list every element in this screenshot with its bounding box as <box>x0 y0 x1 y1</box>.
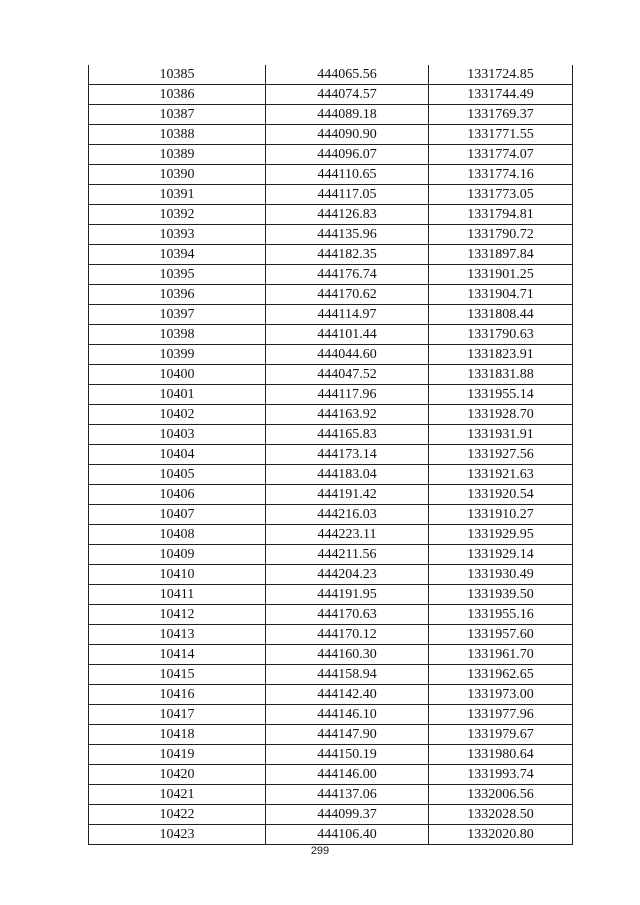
y-coordinate-cell: 1331910.27 <box>429 505 573 525</box>
point-id-cell: 10408 <box>89 525 266 545</box>
x-coordinate-cell: 444142.40 <box>266 685 429 705</box>
point-id-cell: 10385 <box>89 65 266 85</box>
table-row <box>89 445 573 465</box>
table-row <box>89 765 573 785</box>
table-row <box>89 565 573 585</box>
point-id-cell: 10391 <box>89 185 266 205</box>
table-row <box>89 705 573 725</box>
point-id-cell: 10402 <box>89 405 266 425</box>
x-coordinate-cell: 444126.83 <box>266 205 429 225</box>
y-coordinate-cell: 1331901.25 <box>429 265 573 285</box>
y-coordinate-cell: 1331930.49 <box>429 565 573 585</box>
table-row <box>89 665 573 685</box>
point-id-cell: 10393 <box>89 225 266 245</box>
table-row <box>89 325 573 345</box>
x-coordinate-cell: 444099.37 <box>266 805 429 825</box>
table-row <box>89 345 573 365</box>
point-id-cell: 10395 <box>89 265 266 285</box>
table-row <box>89 585 573 605</box>
point-id-cell: 10418 <box>89 725 266 745</box>
x-coordinate-cell: 444090.90 <box>266 125 429 145</box>
point-id-cell: 10404 <box>89 445 266 465</box>
table-row <box>89 105 573 125</box>
point-id-cell: 10398 <box>89 325 266 345</box>
y-coordinate-cell: 1331979.67 <box>429 725 573 745</box>
coordinate-table <box>88 65 573 845</box>
table-row <box>89 125 573 145</box>
table-row <box>89 605 573 625</box>
table-row <box>89 185 573 205</box>
x-coordinate-cell: 444044.60 <box>266 345 429 365</box>
point-id-cell: 10415 <box>89 665 266 685</box>
table-row <box>89 825 573 845</box>
x-coordinate-cell: 444106.40 <box>266 825 429 845</box>
y-coordinate-cell: 1331955.16 <box>429 605 573 625</box>
y-coordinate-cell: 1331724.85 <box>429 65 573 85</box>
point-id-cell: 10403 <box>89 425 266 445</box>
y-coordinate-cell: 1331897.84 <box>429 245 573 265</box>
y-coordinate-cell: 1331980.64 <box>429 745 573 765</box>
point-id-cell: 10423 <box>89 825 266 845</box>
point-id-cell: 10414 <box>89 645 266 665</box>
y-coordinate-cell: 1331961.70 <box>429 645 573 665</box>
point-id-cell: 10420 <box>89 765 266 785</box>
point-id-cell: 10394 <box>89 245 266 265</box>
point-id-cell: 10386 <box>89 85 266 105</box>
point-id-cell: 10387 <box>89 105 266 125</box>
x-coordinate-cell: 444160.30 <box>266 645 429 665</box>
point-id-cell: 10413 <box>89 625 266 645</box>
y-coordinate-cell: 1331831.88 <box>429 365 573 385</box>
table-row <box>89 85 573 105</box>
point-id-cell: 10388 <box>89 125 266 145</box>
table-row <box>89 725 573 745</box>
x-coordinate-cell: 444101.44 <box>266 325 429 345</box>
point-id-cell: 10416 <box>89 685 266 705</box>
y-coordinate-cell: 1331773.05 <box>429 185 573 205</box>
x-coordinate-cell: 444146.10 <box>266 705 429 725</box>
y-coordinate-cell: 1331920.54 <box>429 485 573 505</box>
x-coordinate-cell: 444150.19 <box>266 745 429 765</box>
y-coordinate-cell: 1331771.55 <box>429 125 573 145</box>
x-coordinate-cell: 444110.65 <box>266 165 429 185</box>
table-row <box>89 645 573 665</box>
x-coordinate-cell: 444165.83 <box>266 425 429 445</box>
x-coordinate-cell: 444137.06 <box>266 785 429 805</box>
table-row <box>89 685 573 705</box>
page-number: 299 <box>310 845 330 857</box>
table-row <box>89 225 573 245</box>
x-coordinate-cell: 444117.96 <box>266 385 429 405</box>
table-row <box>89 285 573 305</box>
table-row <box>89 505 573 525</box>
table-row <box>89 145 573 165</box>
x-coordinate-cell: 444176.74 <box>266 265 429 285</box>
point-id-cell: 10417 <box>89 705 266 725</box>
x-coordinate-cell: 444047.52 <box>266 365 429 385</box>
point-id-cell: 10407 <box>89 505 266 525</box>
x-coordinate-cell: 444170.12 <box>266 625 429 645</box>
table-row <box>89 65 573 85</box>
y-coordinate-cell: 1331931.91 <box>429 425 573 445</box>
x-coordinate-cell: 444216.03 <box>266 505 429 525</box>
x-coordinate-cell: 444074.57 <box>266 85 429 105</box>
x-coordinate-cell: 444158.94 <box>266 665 429 685</box>
table-row <box>89 485 573 505</box>
x-coordinate-cell: 444163.92 <box>266 405 429 425</box>
table-row <box>89 165 573 185</box>
table-row <box>89 545 573 565</box>
y-coordinate-cell: 1331744.49 <box>429 85 573 105</box>
y-coordinate-cell: 1331939.50 <box>429 585 573 605</box>
point-id-cell: 10397 <box>89 305 266 325</box>
x-coordinate-cell: 444147.90 <box>266 725 429 745</box>
x-coordinate-cell: 444183.04 <box>266 465 429 485</box>
x-coordinate-cell: 444191.42 <box>266 485 429 505</box>
table-row <box>89 785 573 805</box>
x-coordinate-cell: 444191.95 <box>266 585 429 605</box>
point-id-cell: 10392 <box>89 205 266 225</box>
y-coordinate-cell: 1331808.44 <box>429 305 573 325</box>
table-row <box>89 305 573 325</box>
x-coordinate-cell: 444146.00 <box>266 765 429 785</box>
table-row <box>89 245 573 265</box>
y-coordinate-cell: 1331929.95 <box>429 525 573 545</box>
point-id-cell: 10401 <box>89 385 266 405</box>
x-coordinate-cell: 444089.18 <box>266 105 429 125</box>
point-id-cell: 10419 <box>89 745 266 765</box>
point-id-cell: 10409 <box>89 545 266 565</box>
table-row <box>89 525 573 545</box>
point-id-cell: 10412 <box>89 605 266 625</box>
point-id-cell: 10410 <box>89 565 266 585</box>
point-id-cell: 10389 <box>89 145 266 165</box>
x-coordinate-cell: 444170.63 <box>266 605 429 625</box>
table-row <box>89 405 573 425</box>
y-coordinate-cell: 1331957.60 <box>429 625 573 645</box>
y-coordinate-cell: 1331790.72 <box>429 225 573 245</box>
table-row <box>89 625 573 645</box>
y-coordinate-cell: 1331993.74 <box>429 765 573 785</box>
y-coordinate-cell: 1331955.14 <box>429 385 573 405</box>
y-coordinate-cell: 1331790.63 <box>429 325 573 345</box>
point-id-cell: 10390 <box>89 165 266 185</box>
table-row <box>89 745 573 765</box>
y-coordinate-cell: 1331929.14 <box>429 545 573 565</box>
point-id-cell: 10399 <box>89 345 266 365</box>
x-coordinate-cell: 444170.62 <box>266 285 429 305</box>
y-coordinate-cell: 1331774.16 <box>429 165 573 185</box>
x-coordinate-cell: 444135.96 <box>266 225 429 245</box>
y-coordinate-cell: 1331921.63 <box>429 465 573 485</box>
y-coordinate-cell: 1331774.07 <box>429 145 573 165</box>
table-row <box>89 805 573 825</box>
x-coordinate-cell: 444114.97 <box>266 305 429 325</box>
y-coordinate-cell: 1331927.56 <box>429 445 573 465</box>
y-coordinate-cell: 1331977.96 <box>429 705 573 725</box>
x-coordinate-cell: 444096.07 <box>266 145 429 165</box>
x-coordinate-cell: 444173.14 <box>266 445 429 465</box>
y-coordinate-cell: 1331973.00 <box>429 685 573 705</box>
x-coordinate-cell: 444117.05 <box>266 185 429 205</box>
point-id-cell: 10396 <box>89 285 266 305</box>
x-coordinate-cell: 444182.35 <box>266 245 429 265</box>
point-id-cell: 10400 <box>89 365 266 385</box>
y-coordinate-cell: 1331904.71 <box>429 285 573 305</box>
table-row <box>89 465 573 485</box>
table-row <box>89 385 573 405</box>
y-coordinate-cell: 1332020.80 <box>429 825 573 845</box>
point-id-cell: 10422 <box>89 805 266 825</box>
table-row <box>89 265 573 285</box>
y-coordinate-cell: 1331962.65 <box>429 665 573 685</box>
point-id-cell: 10411 <box>89 585 266 605</box>
x-coordinate-cell: 444211.56 <box>266 545 429 565</box>
y-coordinate-cell: 1331823.91 <box>429 345 573 365</box>
y-coordinate-cell: 1332028.50 <box>429 805 573 825</box>
x-coordinate-cell: 444204.23 <box>266 565 429 585</box>
point-id-cell: 10406 <box>89 485 266 505</box>
table-row <box>89 365 573 385</box>
y-coordinate-cell: 1331794.81 <box>429 205 573 225</box>
y-coordinate-cell: 1331769.37 <box>429 105 573 125</box>
point-id-cell: 10405 <box>89 465 266 485</box>
x-coordinate-cell: 444065.56 <box>266 65 429 85</box>
table-row <box>89 425 573 445</box>
x-coordinate-cell: 444223.11 <box>266 525 429 545</box>
coordinate-table-body <box>89 65 573 845</box>
y-coordinate-cell: 1332006.56 <box>429 785 573 805</box>
point-id-cell: 10421 <box>89 785 266 805</box>
y-coordinate-cell: 1331928.70 <box>429 405 573 425</box>
table-row <box>89 205 573 225</box>
